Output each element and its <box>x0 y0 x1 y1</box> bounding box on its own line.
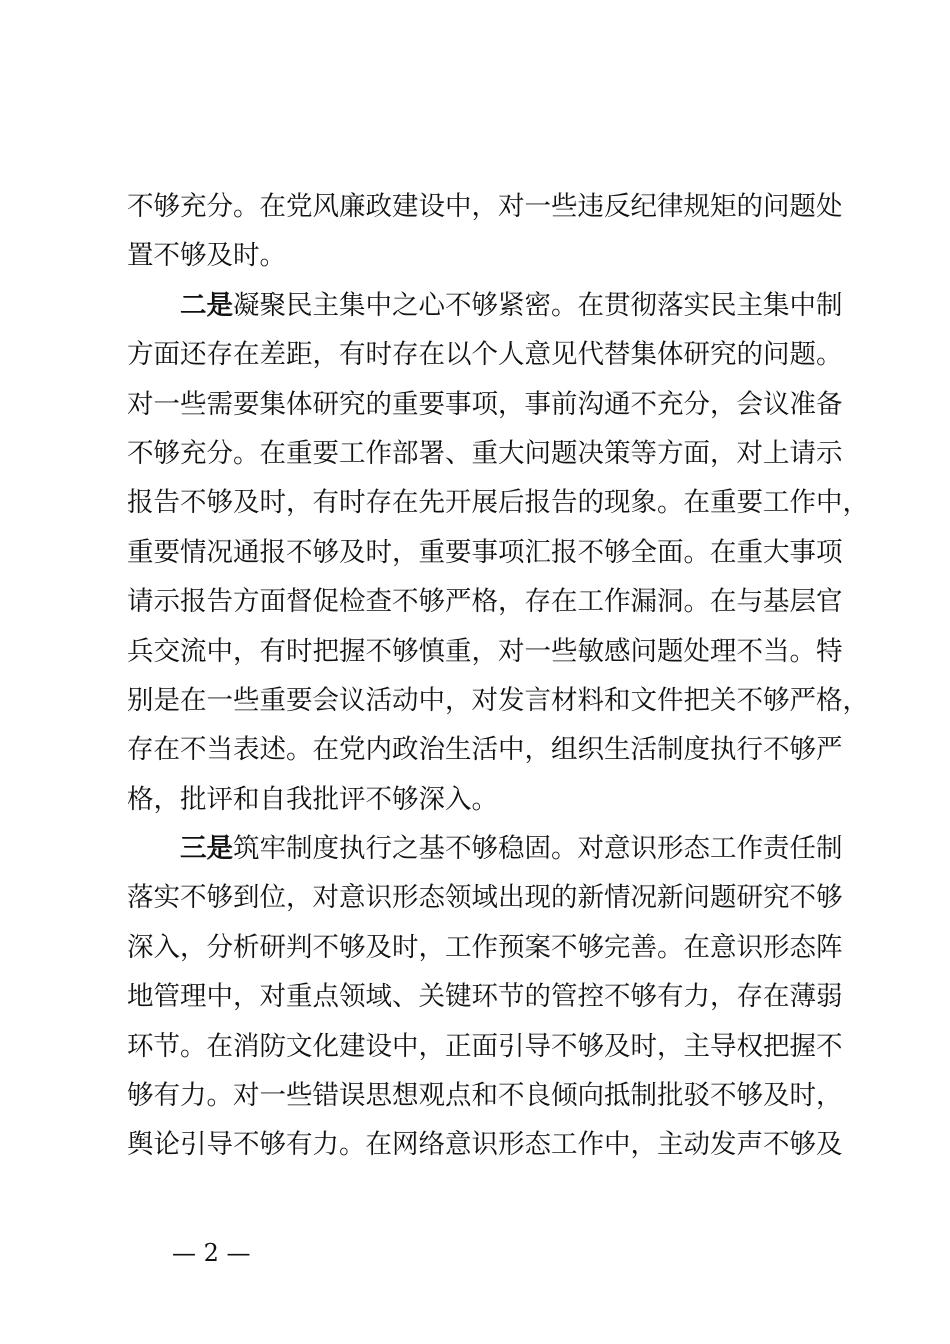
page-number: — 2 — <box>172 1239 251 1267</box>
text-line: 深入，分析研判不够及时，工作预案不够完善。在意识形态阵 <box>127 931 843 963</box>
text-line: 对一些需要集体研究的重要事项，事前沟通不充分，会议准备 <box>127 388 843 420</box>
text-line: 方面还存在差距，有时存在以个人意见代替集体研究的问题。 <box>127 339 843 371</box>
paragraph-lead: 二是 <box>180 289 233 321</box>
paragraph-first-line <box>127 824 843 873</box>
text-line: 重要情况通报不够及时，重要事项汇报不够全面。在重大事项 <box>127 536 843 568</box>
text-line: 不够充分。在党风廉政建设中，对一些违反纪律规矩的问题处 <box>127 191 843 222</box>
document-body <box>127 182 869 1170</box>
text-line: 报告不够及时，有时存在先开展后报告的现象。在重要工作中， <box>127 487 869 519</box>
text-run: 凝聚民主集中之心不够紧密。在贯彻落实民主集中制 <box>233 289 843 321</box>
paragraph-first-line <box>127 281 843 330</box>
text-line: 地管理中，对重点领域、关键环节的管控不够有力，存在薄弱 <box>127 981 843 1013</box>
text-line: 环节。在消防文化建设中，正面引导不够及时，主导权把握不 <box>127 1030 843 1062</box>
text-line: 落实不够到位，对意识形态领域出现的新情况新问题研究不够 <box>127 882 843 914</box>
text-line: 请示报告方面督促检查不够严格，存在工作漏洞。在与基层官 <box>127 586 843 618</box>
text-line: 兵交流中，有时把握不够慎重，对一些敏感问题处理不当。特 <box>127 635 843 667</box>
text-line: 不够充分。在重要工作部署、重大问题决策等方面，对上请示 <box>127 437 843 469</box>
text-line: 舆论引导不够有力。在网络意识形态工作中，主动发声不够及 <box>127 1129 843 1161</box>
text-line: 别是在一些重要会议活动中，对发言材料和文件把关不够严格， <box>127 684 869 716</box>
paragraph-lead: 三是 <box>180 833 233 865</box>
text-line: 置不够及时。 <box>127 240 286 272</box>
text-run: 筑牢制度执行之基不够稳固。对意识形态工作责任制 <box>233 833 843 865</box>
text-line: 存在不当表述。在党内政治生活中，组织生活制度执行不够严 <box>127 734 843 766</box>
text-line: 格，批评和自我批评不够深入。 <box>127 783 498 815</box>
text-line: 够有力。对一些错误思想观点和不良倾向抵制批驳不够及时， <box>127 1080 843 1112</box>
